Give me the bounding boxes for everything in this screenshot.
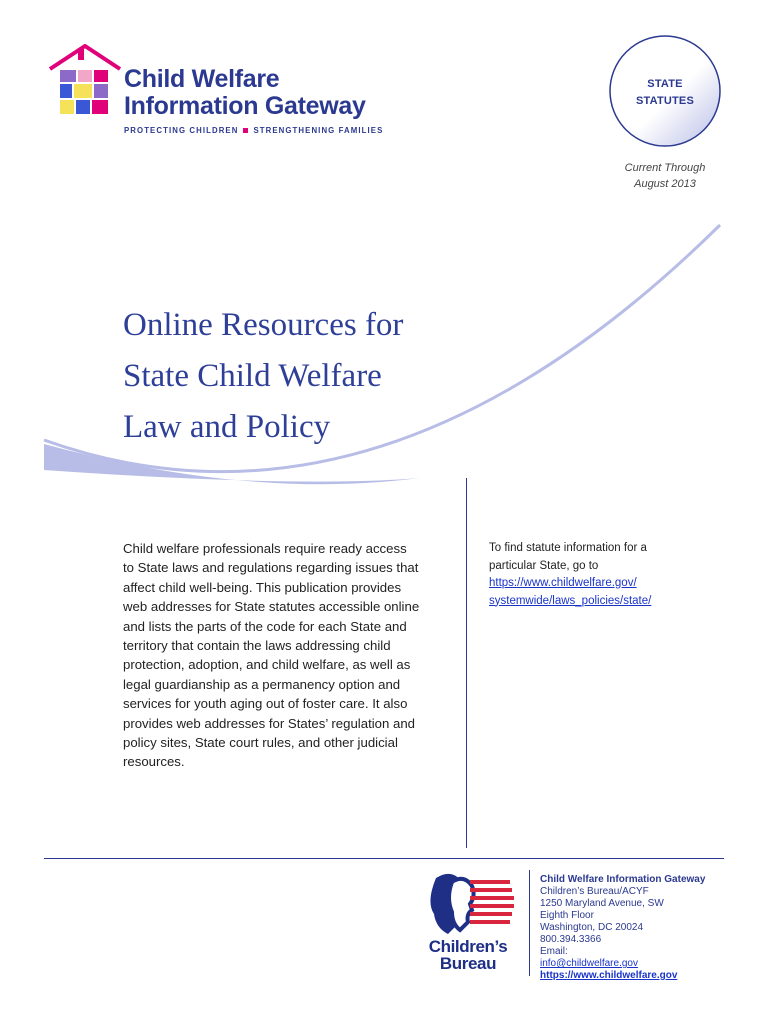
website-link[interactable]: https://www.childwelfare.gov <box>540 970 678 981</box>
contact-line: Washington, DC 20024 <box>540 922 644 933</box>
body-line: legal guardianship as a permanency option and <box>123 676 401 692</box>
contact-line: 1250 Maryland Avenue, SW <box>540 898 664 909</box>
body-line: policy sites, State court rules, and other judicial <box>123 735 398 751</box>
body-line: to State laws and regulations regarding issues that <box>123 560 419 576</box>
email-link[interactable]: info@childwelfare.gov <box>540 958 638 969</box>
cb-label-line2: Bureau <box>439 954 497 973</box>
contact-line: Children’s Bureau/ACYF <box>540 886 649 897</box>
state-laws-link-line1: https://www.childwelfare.gov/ <box>489 577 637 589</box>
footer-column-divider <box>529 870 530 976</box>
logo-title-line2: Information Gateway <box>124 92 366 120</box>
body-line: Child welfare professionals require ready access <box>123 541 407 556</box>
body-line: resources. <box>123 754 185 770</box>
body-line: web addresses for State statutes accessible online <box>123 599 420 615</box>
childrens-bureau-label <box>418 938 518 972</box>
contact-email-row <box>540 946 760 970</box>
body-line: protection, adoption, and child welfare, as well as <box>123 657 411 673</box>
state-statutes-badge <box>608 34 722 148</box>
current-through-line1: Current Through <box>624 162 706 174</box>
state-laws-link-line2: systemwide/laws_policies/state/ <box>489 594 652 607</box>
contact-line: Eighth Floor <box>540 910 594 921</box>
note-line2: particular State, go to <box>489 559 599 572</box>
contact-phone: 800.394.3366 <box>540 934 602 945</box>
logo-title-line1: Child Welfare <box>124 65 280 93</box>
tagline-left: PROTECTING CHILDREN <box>124 126 239 135</box>
cb-label-line1: Children’s <box>428 937 508 956</box>
contact-org: Child Welfare Information Gateway <box>540 874 706 885</box>
column-divider <box>466 478 467 848</box>
current-through-line2: August 2013 <box>634 178 696 190</box>
current-through <box>600 160 730 192</box>
body-line: and lists the parts of the code for each State and <box>123 618 407 634</box>
intro-paragraph <box>123 539 443 772</box>
body-line: services for youth aging out of foster care. It also <box>123 696 408 712</box>
state-lookup-note <box>489 540 729 610</box>
body-line: affect child well-being. This publication provides <box>123 579 402 595</box>
body-line: provides web addresses for States’ regulation and <box>123 715 416 731</box>
badge-line2: STATUTES <box>635 95 695 107</box>
state-laws-link[interactable] <box>489 575 729 610</box>
title-line2: State Child Welfare <box>123 358 382 394</box>
house-blocks-logo-icon <box>48 44 123 124</box>
body-line: territory that contain the laws addressing child <box>123 638 391 654</box>
logo-tagline <box>124 126 383 135</box>
email-label: Email: <box>540 946 568 957</box>
contact-block <box>540 874 760 982</box>
footer-divider <box>44 858 724 859</box>
title-line3: Law and Policy <box>123 409 331 445</box>
badge-line1: STATE <box>647 78 683 90</box>
title-line1: Online Resources for <box>123 307 404 343</box>
tagline-right: STRENGTHENING FAMILIES <box>253 126 384 135</box>
note-line1: To find statute information for a <box>489 542 647 554</box>
document-title <box>123 300 483 453</box>
contact-website-row <box>540 970 760 982</box>
cwig-logo <box>48 44 408 144</box>
tagline-separator-icon <box>243 128 248 133</box>
